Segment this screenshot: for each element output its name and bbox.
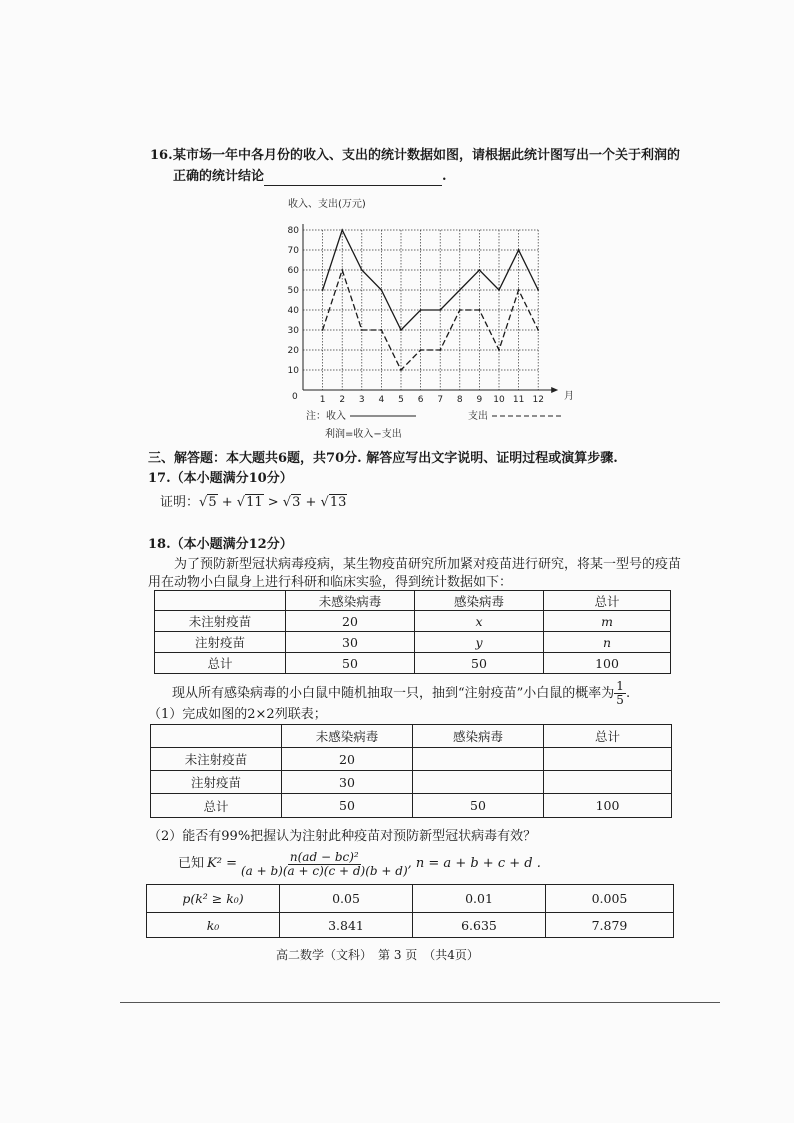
expense-point <box>400 369 402 371</box>
q18-intro-line2: 用在动物小白鼠身上进行科研和临床实验，得到统计数据如下： <box>148 575 513 590</box>
y-tick-label: 50 <box>287 286 299 296</box>
probability-statement <box>172 680 630 707</box>
expense-point <box>479 309 481 311</box>
q16-number: 16. <box>150 148 173 163</box>
income-point <box>400 329 402 331</box>
prob-numerator: 1 <box>616 679 624 693</box>
prove-label: 证明： <box>160 495 200 510</box>
x-tick-labels <box>320 395 544 405</box>
sqrt-d: 13 <box>329 495 347 510</box>
t2-h3: 总计 <box>544 725 672 748</box>
income-point <box>322 289 324 291</box>
prob-denominator: 5 <box>616 693 624 707</box>
t2-r1-c2-blank[interactable] <box>413 771 544 794</box>
t1-r2-c0: 总计 <box>155 653 286 674</box>
t3-row1-c1: 0.01 <box>413 885 546 913</box>
t3-row2-label: k₀ <box>147 913 280 938</box>
plus-sign: + <box>221 495 233 510</box>
x-tick-label: 1 <box>319 395 326 405</box>
expense-point <box>420 349 422 351</box>
sqrt-c: 3 <box>292 495 301 510</box>
x-tick-label: 3 <box>358 395 365 405</box>
income-point <box>479 269 481 271</box>
t2-r0-c1: 20 <box>282 748 413 771</box>
t2-r2-c3: 100 <box>544 794 672 818</box>
t3-row2-c1: 6.635 <box>413 913 546 938</box>
q16-end: . <box>442 169 447 184</box>
expense-point <box>537 329 539 331</box>
income-expense-chart <box>270 192 600 442</box>
y-tick-label: 10 <box>287 366 299 376</box>
income-point <box>439 309 441 311</box>
x-tick-label: 2 <box>339 395 346 405</box>
t3-row1-label: p(k² ≥ k₀) <box>147 885 280 913</box>
expense-point <box>381 329 383 331</box>
expense-point <box>498 349 500 351</box>
t1-r2-c2: 50 <box>415 653 544 674</box>
t1-r0-c2: x <box>415 611 544 632</box>
k2-formula <box>178 846 541 882</box>
expense-point <box>361 329 363 331</box>
x-tick-label: 11 <box>512 395 525 405</box>
expense-point <box>322 329 324 331</box>
x-axis-label: 月 <box>564 391 574 402</box>
income-point <box>459 289 461 291</box>
y-tick-label: 80 <box>287 226 299 236</box>
expense-point <box>459 309 461 311</box>
t1-r0-c1: 20 <box>286 611 415 632</box>
profit-note: 利润=收入−支出 <box>325 429 402 440</box>
x-tick-label: 12 <box>532 395 544 405</box>
t2-r2-c0: 总计 <box>151 794 282 818</box>
x-tick-label: 9 <box>476 395 483 405</box>
t2-r2-c2: 50 <box>413 794 544 818</box>
t3-row1-c0: 0.05 <box>280 885 413 913</box>
contingency-table-2 <box>150 724 672 818</box>
x-tick-label: 7 <box>437 395 444 405</box>
q17-statement: 证明：√5 + √11 > √3 + √13 <box>160 495 347 510</box>
data-table-1 <box>154 590 671 674</box>
income-point <box>420 309 422 311</box>
x-tick-label: 10 <box>493 395 505 405</box>
footer-divider <box>120 1002 720 1003</box>
income-line <box>323 230 539 330</box>
k2-numerator: n(ad − bc)² <box>289 849 359 864</box>
income-point <box>537 289 539 291</box>
chart-series <box>322 229 539 371</box>
k2-fraction <box>241 851 408 878</box>
y-tick-labels <box>288 226 300 376</box>
prob-end: . <box>625 686 631 701</box>
t1-h1: 未感染病毒 <box>286 591 415 611</box>
part1-text: （1）完成如图的2×2列联表； <box>148 707 327 722</box>
critical-value-table <box>146 884 674 938</box>
k2-tail: , n = a + b + c + d . <box>407 856 541 871</box>
sqrt-b: 11 <box>246 495 263 510</box>
prob-text: 现从所有感染病毒的小白鼠中随机抽取一只，抽到“注射疫苗”小白鼠的概率为 <box>172 686 615 701</box>
k2-denominator: (a + b)(a + c)(c + d)(b + d) <box>240 863 408 878</box>
income-point <box>341 229 343 231</box>
income-point <box>518 249 520 251</box>
y-tick-label: 40 <box>287 306 299 316</box>
y-tick-label: 70 <box>287 246 299 256</box>
t2-r0-c3-blank[interactable] <box>544 748 672 771</box>
t3-row2-c0: 3.841 <box>280 913 413 938</box>
t1-h3: 总计 <box>544 591 671 611</box>
y-tick-label: 20 <box>287 346 299 356</box>
t2-h0 <box>151 725 282 748</box>
t3-row1-c2: 0.005 <box>546 885 674 913</box>
t1-r1-c0: 注射疫苗 <box>155 632 286 653</box>
t1-r1-c2: y <box>415 632 544 653</box>
x-tick-label: 5 <box>398 395 404 405</box>
legend-expense-label: 支出 <box>468 411 488 422</box>
gt-sign: > <box>267 495 279 510</box>
x-tick-label: 6 <box>417 395 424 405</box>
expense-point <box>341 269 343 271</box>
t1-h0 <box>155 591 286 611</box>
answer-blank[interactable] <box>264 171 442 186</box>
q18-header: 18.（本小题满分12分） <box>148 537 293 552</box>
t2-h1: 未感染病毒 <box>282 725 413 748</box>
q16-text-line2 <box>173 168 447 186</box>
t2-r1-c1: 30 <box>282 771 413 794</box>
expense-point <box>439 349 441 351</box>
income-point <box>381 289 383 291</box>
t2-r2-c1: 50 <box>282 794 413 818</box>
y-axis-label: 收入、支出(万元) <box>288 199 366 210</box>
t2-r1-c3-blank[interactable] <box>544 771 672 794</box>
t1-r1-c1: 30 <box>286 632 415 653</box>
t2-r1-c0: 注射疫苗 <box>151 771 282 794</box>
t1-h2: 感染病毒 <box>415 591 544 611</box>
plus-sign-2: + <box>305 495 317 510</box>
chart-axes <box>303 224 558 393</box>
y-tick-label: 60 <box>287 266 299 276</box>
t2-h2: 感染病毒 <box>413 725 544 748</box>
page-footer: 高二数学（文科） 第 3 页 （共4页） <box>276 948 479 962</box>
sqrt-a: 5 <box>208 495 217 510</box>
t1-r2-c1: 50 <box>286 653 415 674</box>
x-axis-arrow <box>551 387 558 393</box>
x-tick-label: 8 <box>456 395 463 405</box>
q17-header: 17.（本小题满分10分） <box>148 471 293 486</box>
q18-intro-line1: 为了预防新型冠状病毒疫病，某生物疫苗研究所加紧对疫苗进行研究，将某一型号的疫苗 <box>174 557 682 572</box>
origin-label: 0 <box>292 392 298 402</box>
prob-fraction <box>614 680 626 707</box>
x-tick-label: 4 <box>378 395 385 405</box>
k2-symbol: K² = <box>207 856 237 871</box>
income-point <box>361 269 363 271</box>
t1-r0-c0: 未注射疫苗 <box>155 611 286 632</box>
t1-r2-c3: 100 <box>544 653 671 674</box>
part2-text: （2）能否有99%把握认为注射此种疫苗对预防新型冠状病毒有效？ <box>148 829 537 844</box>
known-label: 已知 <box>178 856 205 871</box>
expense-line <box>323 270 539 370</box>
t2-r0-c2-blank[interactable] <box>413 748 544 771</box>
section3-heading: 三、解答题：本大题共6题，共70分. 解答应写出文字说明、证明过程或演算步骤. <box>148 451 618 466</box>
q16-text2: 正确的统计结论 <box>173 169 265 184</box>
legend-income-label: 注：收入 <box>306 411 346 422</box>
t1-r0-c3: m <box>544 611 671 632</box>
q16-text-line1: 某市场一年中各月份的收入、支出的统计数据如图，请根据此统计图写出一个关于利润的 <box>173 148 681 163</box>
income-point <box>498 289 500 291</box>
t1-r1-c3: n <box>544 632 671 653</box>
t3-row2-c2: 7.879 <box>546 913 674 938</box>
y-tick-label: 30 <box>287 326 299 336</box>
t2-r0-c0: 未注射疫苗 <box>151 748 282 771</box>
expense-point <box>518 289 520 291</box>
